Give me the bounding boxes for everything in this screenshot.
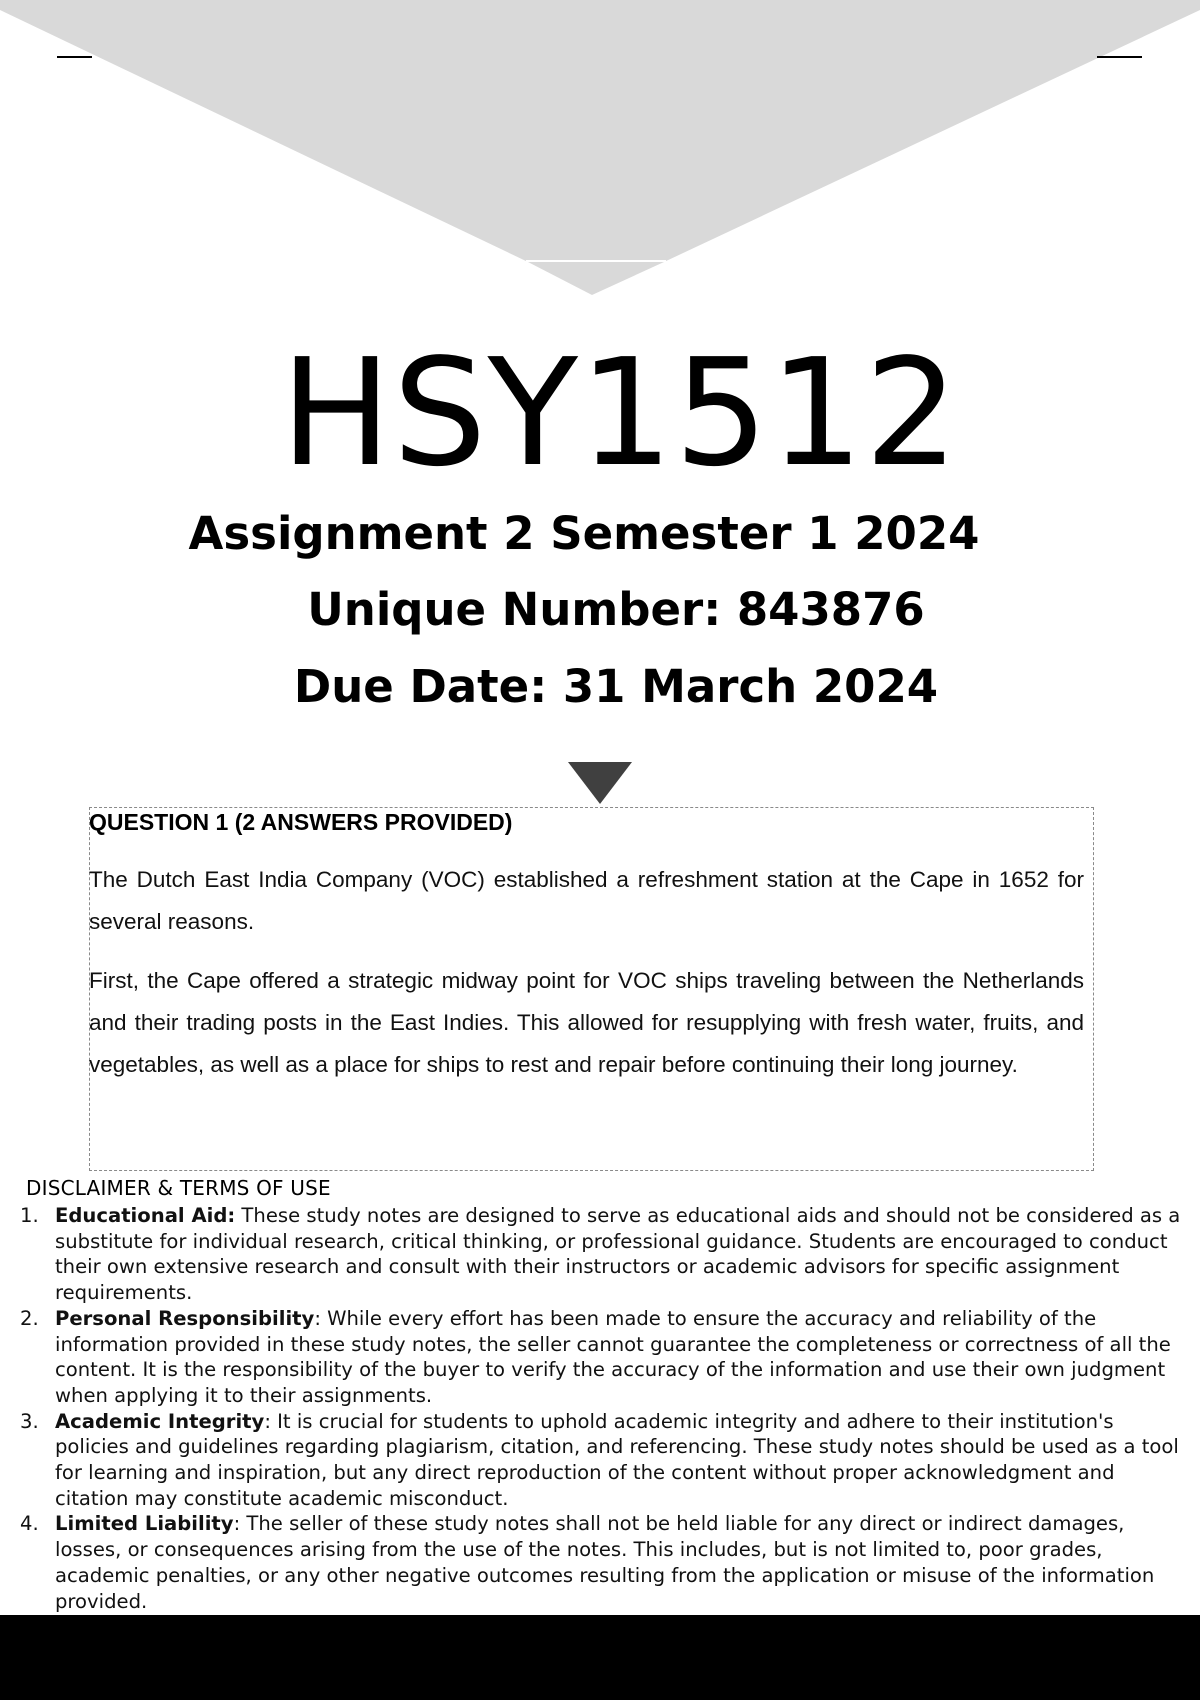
top-banner-graphic [0,0,1200,300]
disclaimer-list [16,1203,1186,1614]
assignment-subtitle: Assignment 2 Semester 1 2024 [188,507,980,560]
disclaimer-item [16,1203,1186,1306]
disclaimer-item-text: : It is crucial for students to uphold academic integrity and adhere to their institution's policies and guidelines regarding plagiarism, citation, and referencing. These study notes should be used as a tool for learning and inspiration, but any direct reproduction of the content without proper acknowledgment and citation may constitute academic misconduct. [55,1409,1179,1510]
question-paragraph: The Dutch East India Company (VOC) established a refreshment station at the Cape in 1652 for several reasons. [89,867,1084,934]
question-paragraph: First, the Cape offered a strategic midway point for VOC ships traveling between the Netherlands and their trading posts in the East Indies. This allowed for resupplying with fresh water, fruits, and vegetables, as well as a place for ships to rest and repair before continuing their long journey. [89,968,1084,1077]
question-heading: QUESTION 1 (2 ANSWERS PROVIDED) [89,809,513,835]
unique-number-line: Unique Number: 843876 [307,583,925,636]
disclaimer-item-text: : While every effort has been made to ensure the accuracy and reliability of the information provided in these study notes, the seller cannot guarantee the completeness or correctness of all the content. It is the responsibility of the buyer to verify the accuracy of the information and use their own judgment when applying it to their assignments. [55,1306,1171,1407]
disclaimer-item [16,1409,1186,1512]
disclaimer-item [16,1511,1186,1614]
disclaimer-item-title: Educational Aid: [55,1204,236,1227]
course-code-title: HSY1512 [280,327,960,499]
disclaimer-item-title: Academic Integrity [55,1409,265,1433]
disclaimer-item-number: 3. [20,1409,39,1433]
disclaimer-item-number: 4. [20,1512,39,1536]
disclaimer-heading: DISCLAIMER & TERMS OF USE [26,1176,331,1200]
disclaimer-item-title: Personal Responsibility [55,1306,315,1330]
disclaimer-item-number: 2. [20,1306,39,1330]
disclaimer-item [16,1306,1186,1409]
disclaimer-item-text: These study notes are designed to serve as educational aids and should not be considered as a substitute for individual research, critical thinking, or professional guidance. Students are encouraged to conduct their own extensive research and consult with their instructors or academic advisors for specific assignment requirements. [55,1204,1181,1305]
due-date-line: Due Date: 31 March 2024 [293,660,939,713]
down-triangle-icon [568,762,632,804]
disclaimer-item-number: 1. [20,1204,39,1227]
disclaimer-item-title: Limited Liability [55,1512,234,1536]
banner-chevron-shape [0,0,1200,295]
disclaimer-item-text: : The seller of these study notes shall not be held liable for any direct or indirect damages, losses, or consequences arising from the use of the notes. This includes, but is not limited to, poor grades, academic penalties, or any other negative outcomes resulting from the application or misuse of the information provided. [55,1512,1155,1613]
bottom-black-bar [0,1615,1200,1700]
